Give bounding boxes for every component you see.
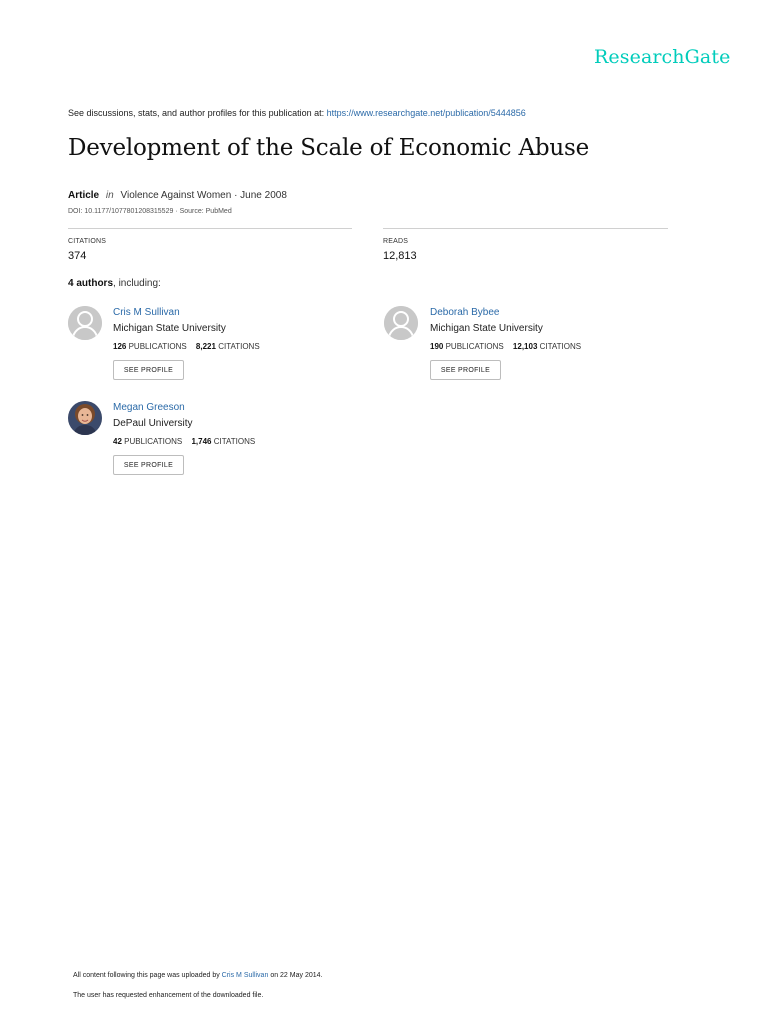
- journal-date: Violence Against Women · June 2008: [120, 190, 287, 201]
- author-publications-label: PUBLICATIONS: [128, 342, 187, 351]
- author-stats: [113, 342, 260, 351]
- author-stats: [430, 342, 581, 351]
- person-silhouette-icon: [68, 306, 102, 340]
- enhancement-note: The user has requested enhancement of the downloaded file.: [73, 992, 264, 999]
- uploader-link[interactable]: Cris M Sullivan: [221, 972, 269, 979]
- upload-prefix: All content following this page was uploaded by: [73, 972, 220, 979]
- person-photo-icon: [68, 401, 102, 435]
- authors-suffix: , including:: [113, 278, 161, 289]
- author-institution: Michigan State University: [113, 323, 226, 334]
- see-discussions-line: [68, 108, 526, 118]
- author-institution: DePaul University: [113, 418, 193, 429]
- publication-meta: [68, 190, 287, 201]
- in-word: in: [105, 190, 114, 201]
- citations-divider: [68, 228, 352, 229]
- author-publications-label: PUBLICATIONS: [124, 437, 183, 446]
- see-discussions-text: See discussions, stats, and author profiles for this publication at:: [68, 108, 325, 118]
- author-citations-label: CITATIONS: [213, 437, 256, 446]
- see-profile-button[interactable]: SEE PROFILE: [430, 360, 501, 380]
- see-profile-button[interactable]: SEE PROFILE: [113, 360, 184, 380]
- citations-label: CITATIONS: [68, 238, 107, 245]
- publication-type: Article: [68, 190, 100, 201]
- author-institution: Michigan State University: [430, 323, 543, 334]
- publication-url-link[interactable]: https://www.researchgate.net/publication/5444856: [326, 108, 526, 118]
- reads-label: READS: [383, 238, 409, 245]
- author-citations-count: 1,746: [191, 437, 212, 446]
- author-name-link[interactable]: Cris M Sullivan: [113, 307, 180, 318]
- see-profile-button[interactable]: SEE PROFILE: [113, 455, 184, 475]
- author-name-link[interactable]: Deborah Bybee: [430, 307, 500, 318]
- doi-source: DOI: 10.1177/1077801208315529 · Source: PubMed: [68, 208, 232, 215]
- author-stats: [113, 437, 255, 446]
- default-avatar-icon[interactable]: [384, 306, 418, 340]
- upload-suffix: on 22 May 2014.: [270, 972, 323, 979]
- author-publications-label: PUBLICATIONS: [445, 342, 504, 351]
- publication-title: Development of the Scale of Economic Abuse: [68, 135, 590, 161]
- researchgate-logo[interactable]: ResearchGate: [594, 46, 731, 68]
- author-name-link[interactable]: Megan Greeson: [113, 402, 185, 413]
- reads-value: 12,813: [383, 250, 417, 262]
- author-citations-label: CITATIONS: [539, 342, 582, 351]
- author-publications-count: 42: [113, 437, 122, 446]
- author-publications-count: 190: [430, 342, 444, 351]
- upload-note: [73, 972, 322, 979]
- person-silhouette-icon: [384, 306, 418, 340]
- citations-value: 374: [68, 250, 87, 262]
- author-photo-avatar[interactable]: [68, 401, 102, 435]
- authors-heading: [68, 278, 161, 289]
- default-avatar-icon[interactable]: [68, 306, 102, 340]
- author-publications-count: 126: [113, 342, 127, 351]
- author-citations-label: CITATIONS: [218, 342, 260, 351]
- author-citations-count: 8,221: [195, 342, 216, 351]
- reads-divider: [383, 228, 668, 229]
- authors-count: 4 authors: [68, 278, 114, 289]
- author-citations-count: 12,103: [512, 342, 538, 351]
